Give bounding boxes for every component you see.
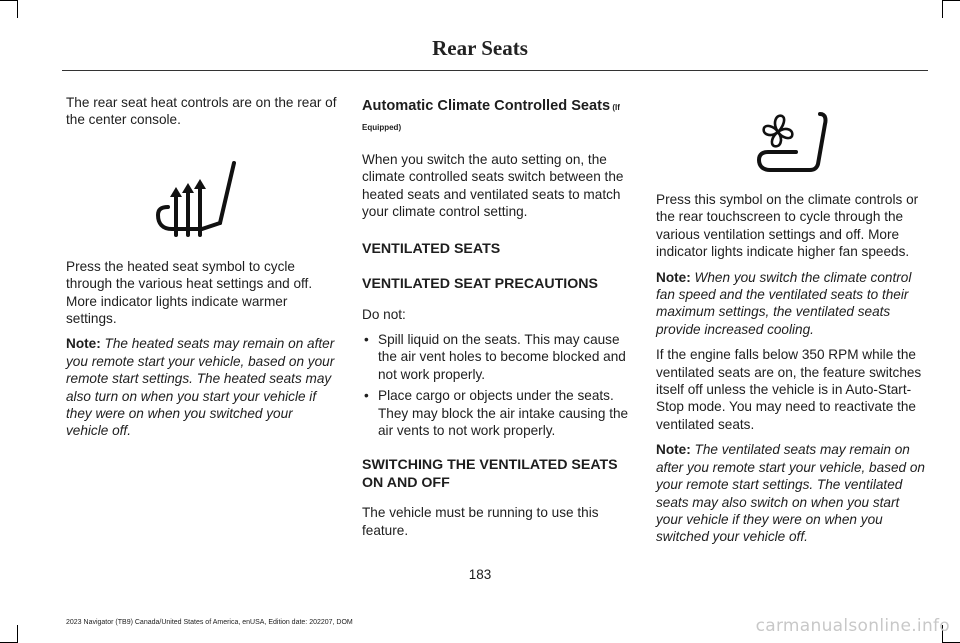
crop-mark	[17, 625, 18, 643]
note-text: When you switch the climate control fan speed and the ventilated seats to their maximum settings, the ventilated seats provide increased cooling.	[656, 269, 912, 337]
crop-mark	[942, 0, 960, 1]
column-left	[66, 94, 338, 448]
note-label: Note:	[66, 336, 101, 352]
ventilated-seat-icon	[756, 108, 832, 172]
paragraph-press-symbol: Press this symbol on the climate controls or the rear touchscreen to cycle through the various ventilation settings and off. More indicator lights indicate higher fan speeds.	[656, 192, 919, 260]
paragraph-heated-symbol: Press the heated seat symbol to cycle through the various heat settings and off. More indicator lights indicate warmer settings.	[66, 258, 313, 327]
heading-if-equipped: (If Equipped)	[362, 103, 620, 132]
heading-ventilated-precautions: VENTILATED SEAT PRECAUTIONS	[362, 276, 598, 293]
header-divider	[62, 70, 928, 71]
heading-ventilated-seats: VENTILATED SEATS	[362, 240, 501, 257]
note-text: The heated seats may remain on after you remote start your vehicle, based on your remote start settings. The heated seats may also turn on when you start your vehicle if they were on when you switched your vehicle off.	[66, 336, 335, 439]
crop-mark	[0, 0, 18, 1]
crop-mark	[17, 0, 18, 18]
watermark: carmanualsonline.info	[755, 616, 950, 636]
column-right	[656, 191, 928, 554]
heading-automatic-climate-seats	[362, 97, 634, 137]
page-title: Rear Seats	[432, 36, 528, 60]
note-label: Note:	[656, 442, 691, 458]
paragraph-rear-controls: The rear seat heat controls are on the rear of the center console.	[66, 95, 337, 128]
column-middle	[362, 97, 634, 547]
heading-switching-ventilated: SWITCHING THE VENTILATED SEATS ON AND OFF	[362, 457, 618, 491]
paragraph-do-not: Do not:	[362, 306, 406, 322]
heated-seat-icon	[150, 157, 242, 237]
list-item: • Spill liquid on the seats. This may cause the air vent holes to become blocked and not work properly.	[362, 331, 634, 383]
note-ventilated-remote	[656, 441, 928, 545]
list-item: • Place cargo or objects under the seats. They may block the air intake causing the air vents to not work properly.	[362, 387, 634, 439]
note-heated-remote	[66, 335, 338, 439]
paragraph-engine-rpm: If the engine falls below 350 RPM while the ventilated seats are on, the feature switches itself off unless the vehicle is in Auto-Start-Stop mode. You may need to reactivate the ventilated seats.	[656, 347, 922, 432]
fan-hub	[776, 130, 780, 134]
crop-mark	[942, 0, 943, 18]
footer-edition: 2023 Navigator (TB9) Canada/United States of America, enUSA, Edition date: 202207, DOM	[66, 619, 353, 626]
note-fan-speed	[656, 269, 928, 339]
paragraph-vehicle-running: The vehicle must be running to use this feature.	[362, 505, 599, 538]
page-number: 183	[468, 567, 492, 582]
note-text: The ventilated seats may remain on after you remote start your vehicle, based on your remote start settings. The ventilated seats may also switch on when you start your vehicle if they were on when you switched your vehicle off.	[656, 442, 925, 545]
paragraph-auto-setting: When you switch the auto setting on, the climate controlled seats switch between the heated seats and ventilated seats to match your climate control setting.	[362, 152, 624, 220]
precautions-list	[362, 331, 634, 439]
note-label: Note:	[656, 269, 691, 285]
heading-text: Automatic Climate Controlled Seats	[362, 98, 611, 114]
